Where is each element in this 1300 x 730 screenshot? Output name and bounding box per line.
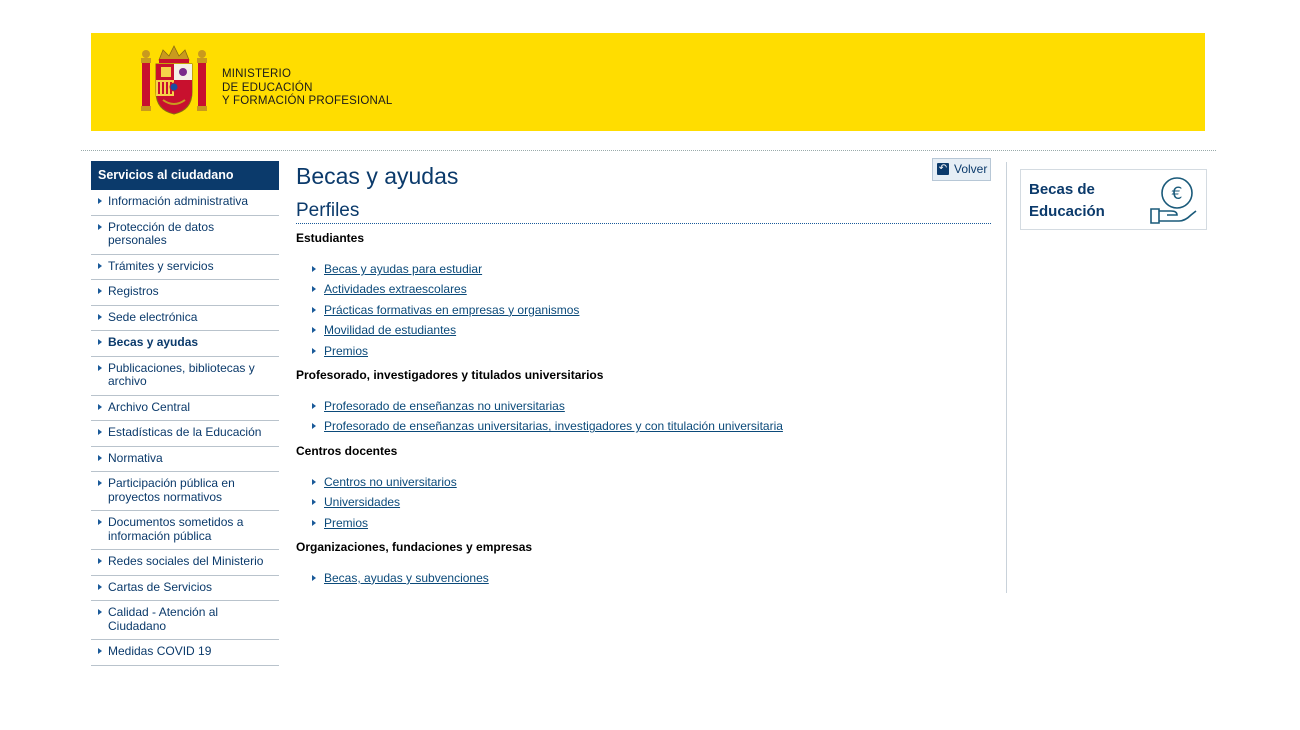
caret-right-icon [98, 480, 102, 486]
sidebar-item-label: Redes sociales del Ministerio [108, 554, 264, 568]
sidebar-item-label: Registros [108, 284, 159, 298]
caret-right-icon [98, 519, 102, 525]
becas-educacion-card[interactable] [1020, 169, 1207, 230]
sidebar-items [91, 190, 279, 666]
card-line-1: Becas de [1029, 181, 1095, 198]
list-item [296, 472, 991, 492]
sidebar-item-label: Estadísticas de la Educación [108, 425, 262, 439]
profile-link[interactable]: Centros no universitarios [324, 474, 457, 489]
column-divider [1006, 162, 1007, 593]
sidebar-item[interactable] [91, 576, 279, 602]
profile-link[interactable]: Premios [324, 343, 369, 358]
caret-right-icon [98, 404, 102, 410]
sidebar-item-label: Trámites y servicios [108, 258, 214, 273]
profile-link[interactable]: Movilidad de estudiantes [324, 323, 457, 338]
sidebar-item-label: Calidad - Atención al Ciudadano [108, 605, 219, 633]
sidebar-item-label: Medidas COVID 19 [108, 644, 212, 658]
caret-right-icon [98, 584, 102, 590]
section-heading: Centros docentes [296, 443, 398, 458]
profile-link[interactable]: Premios [324, 515, 369, 530]
section-heading: Estudiantes [296, 231, 365, 245]
caret-right-icon [312, 327, 316, 333]
spain-coat-of-arms-icon[interactable] [139, 44, 209, 118]
caret-right-icon [98, 339, 102, 345]
sidebar [91, 161, 279, 666]
sidebar-item[interactable] [91, 421, 279, 447]
list-item [296, 320, 991, 340]
main-content [296, 160, 991, 588]
list-item [296, 341, 991, 361]
ministry-line-2: DE EDUCACIÓN [222, 81, 313, 94]
profile-link[interactable]: Becas y ayudas para estudiar [324, 262, 483, 276]
sidebar-item[interactable] [91, 550, 279, 576]
page-title: Becas y ayudas [296, 163, 459, 189]
caret-right-icon [312, 479, 316, 485]
sidebar-item-label: Sede electrónica [108, 309, 198, 324]
back-button[interactable] [932, 158, 991, 181]
list-item [296, 568, 991, 588]
ministry-name [222, 68, 393, 109]
list-item [296, 259, 991, 279]
section-heading: Profesorado, investigadores y titulados universitarios [296, 367, 604, 382]
sidebar-item[interactable] [91, 396, 279, 422]
caret-right-icon [98, 314, 102, 320]
sidebar-item[interactable] [91, 357, 279, 396]
caret-right-icon [312, 266, 316, 272]
caret-right-icon [312, 307, 316, 313]
svg-text:€: € [1171, 184, 1183, 204]
section-title: Perfiles [296, 200, 991, 224]
sidebar-item-label: Participación pública en proyectos normativos [108, 476, 235, 504]
profile-section [296, 540, 991, 588]
list-item [296, 492, 991, 512]
profile-section [296, 231, 991, 361]
caret-right-icon [98, 198, 102, 204]
back-button-label: Volver [954, 162, 988, 176]
sidebar-item[interactable] [91, 216, 279, 255]
caret-right-icon [312, 520, 316, 526]
sidebar-item[interactable] [91, 601, 279, 640]
link-list [296, 396, 991, 437]
back-arrow-icon: ↶ [938, 163, 948, 174]
sidebar-item[interactable] [91, 331, 279, 357]
sidebar-item-label: Publicaciones, bibliotecas y archivo [108, 360, 255, 388]
profile-link[interactable]: Actividades extraescolares [324, 282, 467, 297]
sidebar-item-label: Archivo Central [108, 399, 191, 414]
profile-section [296, 368, 991, 437]
caret-right-icon [312, 499, 316, 505]
sidebar-item[interactable] [91, 472, 279, 511]
profile-sections [296, 231, 991, 588]
profile-link[interactable]: Profesorado de enseñanzas universitarias, investigadores y con titulación universitaria [324, 419, 783, 434]
caret-right-icon [98, 224, 102, 230]
sidebar-item-label: Información administrativa [108, 194, 249, 208]
sidebar-item-label: Documentos sometidos a información pública [108, 515, 244, 543]
link-list [296, 472, 991, 533]
ministry-line-1: MINISTERIO [222, 68, 292, 80]
caret-right-icon [98, 365, 102, 371]
caret-right-icon [98, 429, 102, 435]
header-divider [81, 150, 1216, 151]
profile-link[interactable]: Becas, ayudas y subvenciones [324, 570, 489, 585]
profile-link[interactable]: Universidades [324, 495, 401, 510]
link-list [296, 259, 991, 361]
card-text [1029, 179, 1105, 223]
profile-link[interactable]: Prácticas formativas en empresas y organismos [324, 302, 580, 317]
list-item [296, 396, 991, 416]
link-list [296, 568, 991, 588]
sidebar-item-label: Normativa [108, 450, 163, 465]
caret-right-icon [312, 423, 316, 429]
caret-right-icon [98, 558, 102, 564]
caret-right-icon [312, 575, 316, 581]
caret-right-icon [98, 288, 102, 294]
caret-right-icon [98, 263, 102, 269]
site-header [91, 33, 1205, 131]
caret-right-icon [98, 609, 102, 615]
sidebar-item[interactable] [91, 447, 279, 473]
sidebar-item[interactable] [91, 640, 279, 666]
sidebar-item-label: Becas y ayudas [108, 335, 199, 349]
caret-right-icon [98, 455, 102, 461]
sidebar-item[interactable] [91, 511, 279, 550]
sidebar-item[interactable] [91, 306, 279, 332]
caret-right-icon [98, 648, 102, 654]
list-item [296, 513, 991, 533]
sidebar-item-label: Cartas de Servicios [108, 579, 213, 594]
euro-hand-icon [1149, 175, 1201, 225]
caret-right-icon [312, 286, 316, 292]
section-heading: Organizaciones, fundaciones y empresas [296, 539, 533, 554]
sidebar-item[interactable] [91, 190, 279, 216]
caret-right-icon [312, 348, 316, 354]
sidebar-item[interactable] [91, 280, 279, 306]
list-item [296, 279, 991, 299]
list-item [296, 416, 991, 436]
caret-right-icon [312, 403, 316, 409]
sidebar-item[interactable] [91, 255, 279, 281]
sidebar-title: Servicios al ciudadano [91, 161, 279, 190]
list-item [296, 300, 991, 320]
profile-section [296, 444, 991, 533]
ministry-line-3: Y FORMACIÓN PROFESIONAL [222, 95, 393, 107]
card-line-2: Educación [1029, 203, 1105, 220]
profile-link[interactable]: Profesorado de enseñanzas no universitarias [324, 398, 565, 413]
sidebar-item-label: Protección de datos personales [108, 219, 215, 247]
